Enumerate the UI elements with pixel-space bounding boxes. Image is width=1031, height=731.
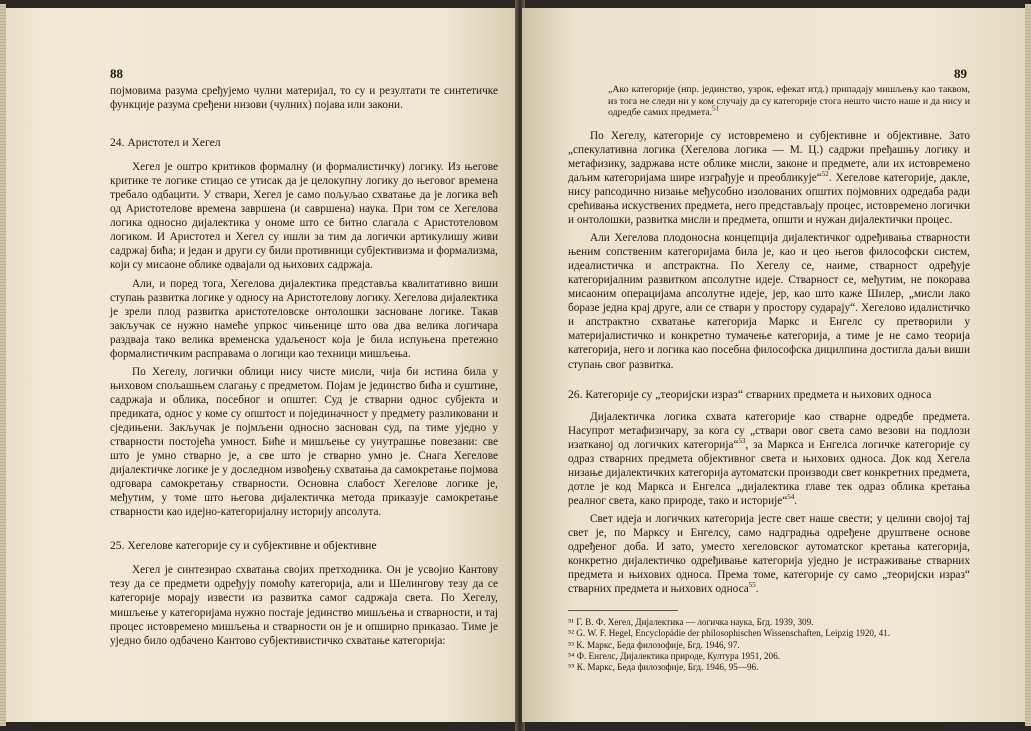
paragraph: Али Хегелова плодоносна концепција дијалектичког одређивања стварности њеним сопственим категоријама била је, као и цео његов философски систем, идеалистичка и апстрактна. По Хегелу се, наиме, стварност одређује категоријалним развитком апсолутне идеје. Стварност се, међутим, не покорава мисаоним операцијама апсолутне идеје, јер, као што каже Шилер, „мисли лако боразе једна крај друге, али се ствари у простору сударају“. Хегелово идалистичко и апстрактно схватање категорија Маркс и Енгелс су претворили у материјалистичко и конкретно тумачење категорија, а тиме је не само теорија категорија, него и логика као посебна философска дицилпина достигла даљи виши ступањ свог развитка. (568, 232, 970, 371)
footnote: ⁵¹ Г. В. Ф. Хегел, Дијалектика — логичка наука, Бгд. 1939, 309. (568, 617, 814, 628)
right-page-edges (1025, 4, 1031, 726)
right-page (522, 8, 1025, 722)
left-page-number: 88 (110, 66, 123, 81)
footnote: ⁵² G. W. F. Hegel, Encyclopädie der philosophischen Wissenschaften, Leipzig 1920, 41. (568, 628, 891, 639)
left-text-column (110, 84, 498, 648)
right-text-column (568, 84, 970, 673)
footnote-ref: 55 (748, 581, 756, 590)
right-page-number: 89 (954, 66, 967, 81)
footnote: ⁵⁴ Ф. Енгелс, Дијалектика природе, Култура 1951, 206. (568, 650, 781, 661)
paragraph: појмовима разума сређујемо чулни материјал, то су и резултати те синтетичке функције разума сређени низови (чулних) појава или закони. (110, 85, 498, 112)
footnote: ⁵⁵ К. Маркс, Беда филозофије, Бгд. 1946, 95—96. (568, 662, 759, 673)
paragraph: Дијалектичка логика схвата категорије као стварне одредбе предмета. Насупрот метафизичару, за кога су „ствари овог света само везови на подлози изатканој од логичких категорија“$^{53}$, за Маркса и Енгелса логичке категорије су одраз стварних предмета објективног света и њихових односа. Док код Хегела низање дијалектичких категорија аутоматски производи свет конкретних предмета, дотле је код Маркса и Енгелса „дијалектика главе тек одраз облика кретања реалног света, како природе, тако и историје“$^{54}$. (568, 410, 970, 507)
footnote: ⁵³ К. Маркс, Беда филозофије, Бгд. 1946, 97. (568, 639, 740, 650)
paragraph: Хегел је оштро критиков формалну (и формалистичку) логику. Из његове критике те логике стицао се утисак да је целокупну логику до његовог времена требало одбацити. У ствари, Хегел је само пољуљао схватање да је логика већ од Аристотелове времена завршена (и савршена) наука. При том се Хегелова логика односно дијалектика у ономе што се битно слагала с Аристотеловом логиком. И Аристотел и Хегел су ишли за тим да логички артикулишу живи садржај бића; и један и други су били противници субјективизма и формализма, који су мисаоне облике одвајали од њихових садржаја. (110, 161, 498, 272)
section-heading-26: 26. Категорије су „теоријски израз“ стварних предмета и њихових односа (568, 387, 932, 401)
footnotes (568, 617, 970, 673)
footnote-ref: 52 (821, 170, 829, 179)
section-heading-25: 25. Хегелове категорије су и субјективне и објективне (110, 539, 377, 553)
block-quote: „Ако категорије (нпр. јединство, узрок, ефекат итд.) припадају мишљењу као таквом, из тога не следи ни у ком случају да су категорије стога нешто чисто наше и да нису и одредбе самих предмета.$^{51}$ (608, 84, 970, 119)
footnote-ref: 53 (738, 436, 746, 445)
paragraph: По Хегелу, категорије су истовремено и субјективне и објективне. Зато „спекулативна логика (Хегелова логика — М. Ц.) садржи пређашњу логику и метафизику, задржава исте облике мисли, законе и предмете, али их истовремено даљим категоријама шире изграђује и преобликује“$^{52}$. Хегелове категорије, дакле, нису рапсодично низање међусобно изолованих општих појмовних одредаба ради срећивања искуствених предмета, него представљају процес, истовремено логички и онтолошки, развитка мисли и предмета, општи и нужан дијалектички процес. (568, 129, 970, 227)
paragraph: Хегел је синтезирао схватања својих претходника. Он је усвојио Кантову тезу да се предмети одређују помоћу категорија, али и Шелингову тезу да се категорије морају извести из развитка самог садржаја света. По Хегелу, мишљење у категоријама нужно постаје јединство мишљења и стварности, и тај процес истовремено мишљења и стварности он је и опширно приказао. Тиме је уједно било одбачено Кантово субјективистичко схватање категорија: (110, 564, 498, 647)
section-heading-24: 24. Аристотел и Хегел (110, 136, 221, 150)
footnote-ref: 54 (787, 493, 795, 502)
paragraph: Али, и поред тога, Хегелова дијалектика представља квалитативно виши ступањ развитка логике у односу на Аристотелову логику. Хегелова дијалектика је зрели плод развитка аристотеловске онтолошки засноване логике. Такав закључак се нужно намеће упркос чињенице што ова два велика логичара раздваја тако велика временска удаљеност која је била испуњена претежно формалистичким расправама о логици као техници мишљења. (110, 277, 498, 360)
footnote-divider (568, 610, 678, 611)
paragraph: По Хегелу, логички облици нису чисте мисли, чија би истина била у њиховом спољашњем слагању с предметом. Појам је јединство бића и суштине, садржаја и облика, посебног и општег. Суд је стварни однос субјекта и предиката, однос у коме су општост и појединачност у предмету разликовани и сједињени. Закључак је појмљени односно заснован суд, па тиме уједно у стварности постојећа умност. Биће и мишљење су унутрашње повезани: све што је умно стварно је, а све што је стварно умно је. Снага Хегелове дијалектичке логике је у доследном извођењу схватања да самокретање појмова одговара самокретању стварности. Основна слабост Хегелове логике је, међутим, у томе што његова дијалектичка метода приказује самокретање стварности као идејно-категоријалну историју апсолута. (110, 365, 498, 519)
footnote-ref: 51 (712, 104, 720, 113)
paragraph: Свет идеја и логичких категорија јесте свет наше свести; у целини својој тај свет је, по Марксу и Енгелсу, само надградња одређене друштвене основе одређеног доба. И зато, уместо хегеловског аутоматског кретања категорија, конкретно дијалектичко одређивање категорија уједно је истраживање стварних предмета и њихових односа. Према томе, категорије су само „теоријски израз“ стварних предмета и њихових односа$^{55}$. (568, 512, 970, 596)
left-page (6, 8, 519, 722)
